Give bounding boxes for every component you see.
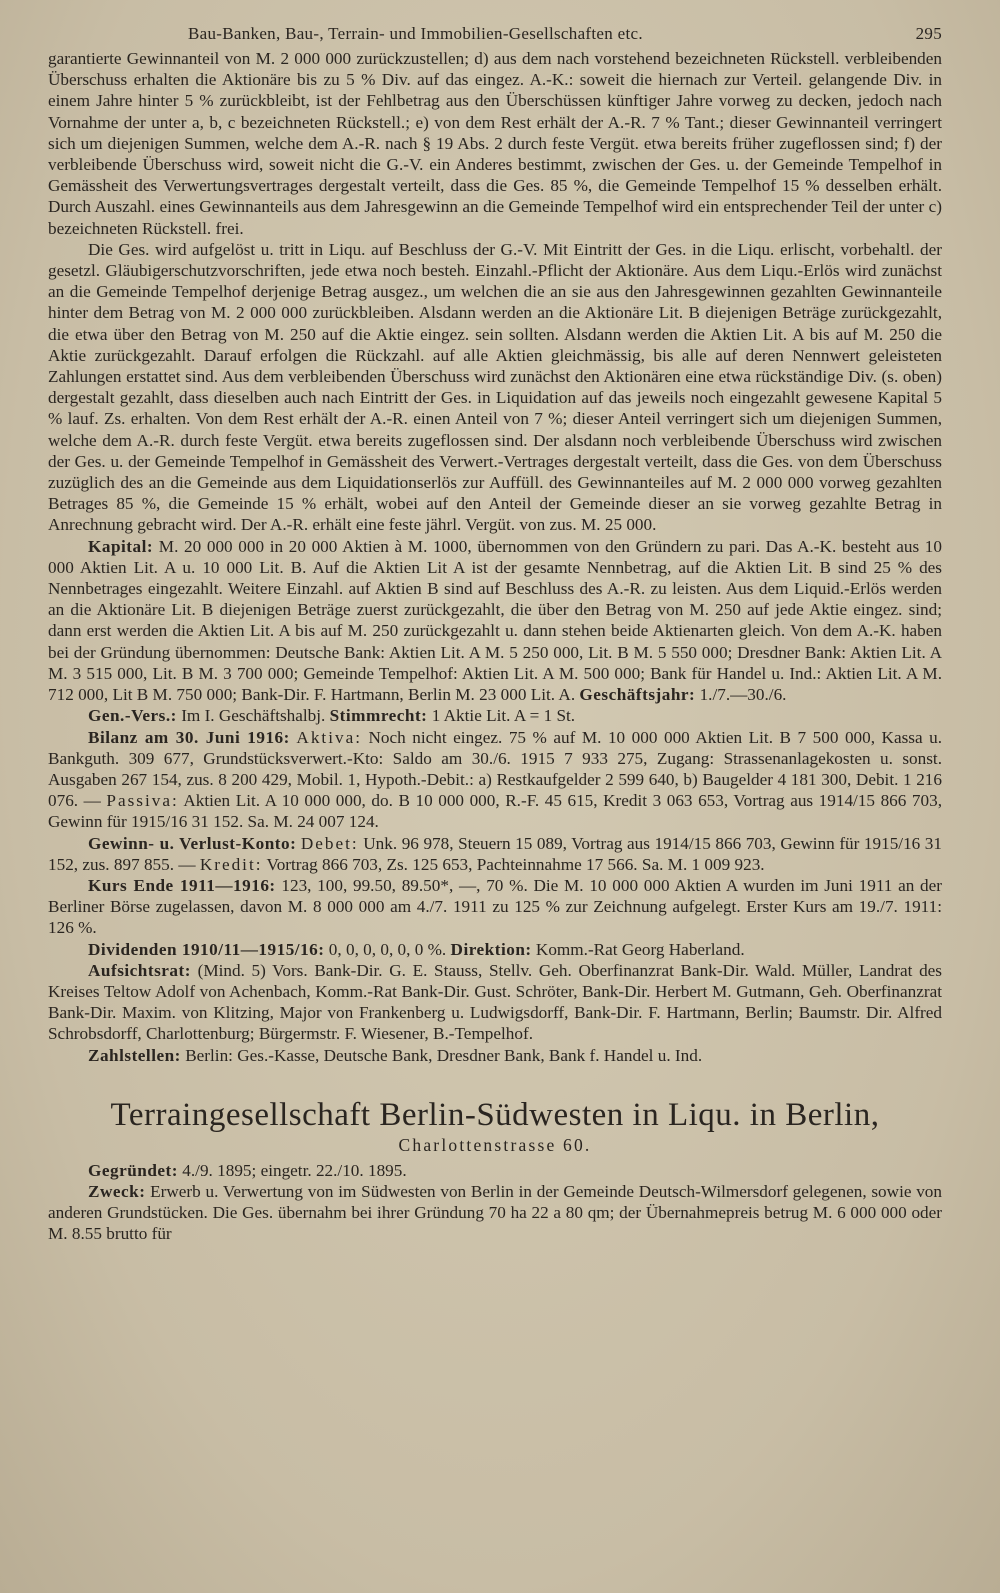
stimmrecht-label: Stimmrecht: [329,706,428,726]
aufsichtsrat-label: Aufsichtsrat: [88,960,191,980]
aktiva-label: Aktiva: [296,727,362,747]
passiva-text: Aktien Lit. A 10 000 000, do. B 10 000 000, R.-F. 45 615, Kredit 3 063 653, Vortrag aus 1914/15 866 703, Gewinn für 1915/16 31 152. Sa. M. 24 007 124. [48,791,942,832]
gegruendet-text: 4./9. 1895; eingetr. 22./10. 1895. [182,1160,407,1180]
section-tempelhof [48,48,942,1066]
paragraph-dividenden [48,939,942,960]
liquidation-text: Die Ges. wird aufgelöst u. tritt in Liqu. auf Beschluss der G.-V. Mit Eintritt der Ges. in die Liqu. erlischt, vorbehaltl. der gesetzl. Gläubigerschutzvorschriften, jede etwa noch besteh. Einzahl.-Pflicht der Aktionäre. Aus dem Liqu.-Erlös wird zunächst an die Gemeinde Tempelhof derjenige Betrag ausgez., um welchen die an sie aus den Jahresgewinnen gezahlten Gewinnanteile hinter dem Betrag von M. 2 000 000 zurückbleiben. Alsdann werden an die Aktionäre Lit. B diejenigen Beträge zurückgezahlt, die etwa über den Betrag von M. 250 auf die Aktie eingez. sein sollten. Alsdann werden die Aktien Lit. A bis auf M. 250 die Aktie zurückgezahlt. Darauf erfolgen die Rückzahl. auf alle Aktien gleichmässig, bis alle auf deren Nennwert geleisteten Zahlungen erstattet sind. Aus dem verbleibenden Überschuss wird zunächst den Aktionären eine etwa rückständige Div. (s. oben) dergestalt gezahlt, dass dieselben auch nach Eintritt der Ges. in Liquidation auf das jeweils noch eingezahlt gewesene Kapital 5 % lauf. Zs. erhalten. Von dem Rest erhält der A.-R. einen Anteil von 7 %; dieser Anteil verringert sich um diejenigen Summen, welche dem A.-R. durch feste Vergüt. etwa bereits zugeflossen sind. Der alsdann noch verbleibende Überschuss wird zwischen der Ges. u. der Gemeinde Tempelhof in Gemässheit des Verwert.-Vertrages dergestalt verteilt, dass die Ges. von dem Überschuss zuzüglich des an die Gemeinde aus dem Liquidationserlös zur Auffüll. des Gewinnanteiles auf M. 2 000 000 vorweg gezahlten Betrages 85 %, die Gemeinde 15 % erhält, wobei auf den Anteil der Gemeinde dieser an sie vorweg gezahlte Betrag in Anrechnung gebracht wird. Der A.-R. erhält eine feste jährl. Vergüt. von zus. M. 25 000. [48,239,942,535]
paragraph-kurs [48,875,942,939]
kredit-text: Vortrag 866 703, Zs. 125 653, Pachteinnahme 17 566. Sa. M. 1 009 923. [266,854,765,874]
zahlstellen-text: Berlin: Ges.-Kasse, Deutsche Bank, Dresdner Bank, Bank f. Handel u. Ind. [185,1045,703,1065]
zweck-label: Zweck: [88,1181,146,1201]
passiva-label: Passiva: [106,791,179,811]
guv-label: Gewinn- u. Verlust-Konto: [88,833,297,853]
paragraph-zahlstellen [48,1045,942,1066]
running-header [48,18,942,48]
paragraph-liquidation [48,239,942,536]
debet-text: Unk. 96 978, Steuern 15 089, Vortrag aus 1914/15 866 703, Gewinn für 1915/16 31 152, zus. 897 855. — [48,833,942,874]
debet-label: Debet: [300,833,359,853]
paragraph-aufsichtsrat [48,960,942,1045]
paragraph-genvers [48,705,942,726]
dividenden-label: Dividenden 1910/11—1915/16: [88,939,325,959]
section-berlin-suedwesten [48,1096,942,1245]
page-number: 295 [915,24,942,43]
kurs-label: Kurs Ende 1911—1916: [88,875,276,895]
company-title: Terraingesellschaft Berlin-Südwesten in Liqu. in Berlin, [110,1096,880,1133]
geschaeftsjahr-text: 1./7.—30./6. [699,685,787,705]
genvers-text: Im I. Geschäftshalbj. [181,706,326,726]
direktion-text: Komm.-Rat Georg Haberland. [535,939,745,959]
paragraph-guv [48,833,942,875]
kurs-text: 123, 100, 99.50, 89.50*, —, 70 %. Die M. 10 000 000 Aktien A wurden im Juni 1911 an der Berliner Börse zugelassen, davon M. 8 000 000 am 4./7. 1911 zu 125 % zur Zeichnung aufgelegt. Erster Kurs am 19./7. 1911: 126 %. [48,875,942,938]
kapital-label: Kapital: [88,536,154,556]
geschaeftsjahr-label: Geschäftsjahr: [579,685,696,705]
kredit-label: Kredit: [199,854,263,874]
bilanz-label: Bilanz am 30. Juni 1916: [88,727,290,747]
gegruendet-label: Gegründet: [88,1160,178,1180]
kapital-text: M. 20 000 000 in 20 000 Aktien à M. 1000, übernommen von den Gründern zu pari. Das A.-K. besteht aus 10 000 Aktien Lit. A u. 10 000 Lit. B. Auf die Aktien Lit A ist der gesamte Nennbetrag, auf die Aktien Lit. B sind 25 % des Nennbetrages eingezahlt. Weitere Einzahl. auf Aktien B sind auf Beschluss des A.-R. zu leisten. Aus dem Liquid.-Erlös werden an die Aktionäre Lit. B diejenigen Beträge zuerst zurückgezahlt, die über den Betrag von M. 250 auf jede Aktie eingez. sind; dann erst werden die Aktien Lit. A bis auf M. 250 zurückgezahlt u. dann stehen beide Aktienarten gleich. Von dem A.-K. haben bei der Gründung übernommen: Deutsche Bank: Aktien Lit. A M. 5 250 000, Lit. B M. 5 550 000; Dresdner Bank: Aktien Lit. A M. 3 515 000, Lit. B M. 3 700 000; Gemeinde Tempelhof: Aktien Lit. A M. 500 000; Bank für Handel u. Ind.: Aktien Lit. A M. 712 000, Lit B M. 750 000; Bank-Dir. F. Hartmann, Berlin M. 23 000 Lit. A. [48,536,942,705]
company-address: Charlottenstrasse 60. [398,1134,592,1155]
aufsichtsrat-text: (Mind. 5) Vors. Bank-Dir. G. E. Stauss, Stellv. Geh. Oberfinanzrat Bank-Dir. Wald. Müller, Landrat des Kreises Teltow Adolf von Achenbach, Komm.-Rat Bank-Dir. Gust. Schröter, Bank-Dir. Herbert M. Gutmann, Geh. Oberfinanzrat Bank-Dir. Maxim. von Klitzing, Major von Frankenberg u. Ludwigsdorff, Bank-Dir. F. Hartmann, Berlin; Baumstr. Dir. Alfred Schrobsdorff, Charlottenburg; Bürgermstr. F. Wiesener, B.-Tempelhof. [48,960,942,1044]
direktion-label: Direktion: [450,939,532,959]
zahlstellen-label: Zahlstellen: [88,1045,181,1065]
genvers-label: Gen.-Vers.: [88,706,177,726]
header-title: Bau-Banken, Bau-, Terrain- und Immobilien-Gesellschaften etc. [188,24,643,43]
dividenden-text: 0, 0, 0, 0, 0, 0 %. [328,939,447,959]
paragraph-zweck [48,1181,942,1245]
paragraph-kapital [48,536,942,706]
aktiva-text: Noch nicht eingez. 75 % auf M. 10 000 000 Aktien Lit. B 7 500 000, Kassa u. Bankguth. 309 677, Grundstücksverwert.-Kto: Saldo am 30./6. 1915 7 933 275, Zugang: Strassenanlagekosten u. sonst. Ausgaben 267 154, zus. 8 200 429, Mobil. 1, Hypoth.-Debit.: a) Restkaufgelder 2 599 640, b) Baugelder 4 181 300, Debit. 1 216 076. — [48,727,943,811]
stimmrecht-text: 1 Aktie Lit. A = 1 St. [431,706,576,726]
paragraph-bilanz [48,727,942,833]
paragraph-profit-distribution: garantierte Gewinnanteil von M. 2 000 000 zurückzustellen; d) aus dem nach vorstehend bezeichneten Rückstell. verbleibenden Überschuss erhalten die Aktionäre bis zu 5 % Div. auf das eingez. A.-K.: soweit die hiernach zur Verteil. gelangende Div. in einem Jahre hinter 5 % zurückbleibt, ist der Fehlbetrag aus den Überschüssen künftiger Jahre vorweg zu decken, jedoch nach Vornahme der unter a, b, c bezeichneten Rückstell.; e) von dem Rest erhält der A.-R. 7 % Tant.; dieser Gewinnanteil verringert sich um diejenigen Summen, welche dem A.-R. nach § 19 Abs. 2 durch feste Vergüt. etwa bereits früher zugeflossen sind; f) der verbleibende Überschuss wird, soweit nicht die G.-V. ein Anderes bestimmt, zwischen der Ges. u. der Gemeinde Tempelhof in Gemässheit des Verwertungsvertrages dergestalt verteilt, dass die Ges. 85 %, die Gemeinde Tempelhof 15 % desselben erhält. Durch Auszahl. eines Gewinnanteils aus dem Jahresgewinn an die Gemeinde Tempelhof wird ein entsprechender Teil der unter c) bezeichneten Rückstell. frei. [48,49,942,238]
paragraph-gegruendet [48,1160,942,1181]
zweck-text: Erwerb u. Verwertung von im Südwesten von Berlin in der Gemeinde Deutsch-Wilmersdorf gelegenen, sowie von anderen Grundstücken. Die Ges. übernahm bei ihrer Gründung 70 ha 22 a 80 qm; der Übernahmepreis betrug M. 6 000 000 oder M. 8.55 brutto für [48,1181,942,1244]
